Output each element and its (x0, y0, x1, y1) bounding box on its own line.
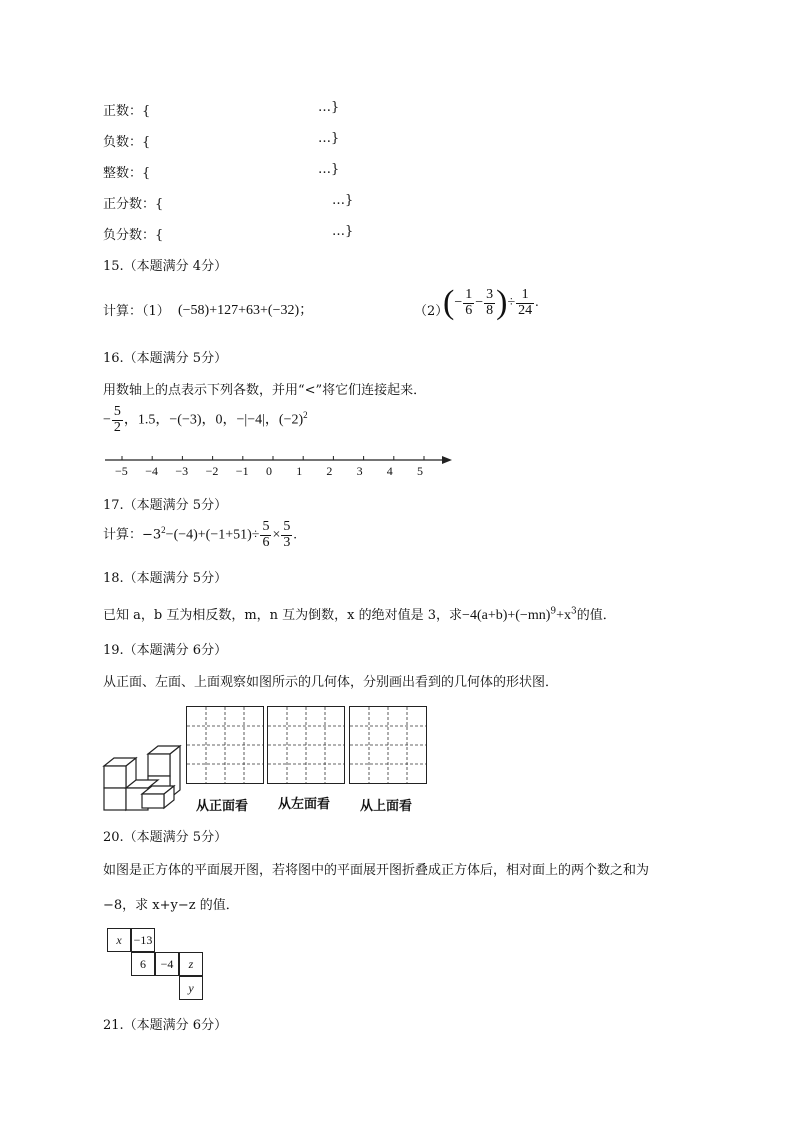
q15-header: 15.（本题满分 4分） (103, 259, 228, 274)
q19-instruction: 从正面、左面、上面观察如图所示的几何体，分别画出看到的几何体的形状图． (103, 675, 559, 690)
integers-label: 整数：{ (103, 166, 151, 181)
net-cell-neg13: −13 (131, 928, 155, 952)
positive-numbers-label: 正数：{ (103, 104, 151, 119)
number-line-arrow (442, 456, 452, 464)
positive-fractions-label: 正分数：{ (103, 197, 164, 212)
q20-header: 20.（本题满分 5分） (103, 830, 228, 845)
q17-expression: 计算：$-3^2-(-4)+(-1+51)\div$ $\frac{5}{6}$ × $\frac{5}{3}$ . (103, 519, 297, 550)
number-line-tick-label: −2 (205, 464, 219, 478)
number-line-tick-label: 0 (266, 464, 272, 478)
q15-part1-label: 计算：（1） (103, 304, 170, 319)
number-line-tick-label: −5 (115, 464, 128, 478)
q15-part1-expression: (−58)+127+63+(−32)； (178, 303, 314, 318)
q16-header: 16.（本题满分 5分） (103, 351, 228, 366)
negative-numbers-label: 负数：{ (103, 135, 151, 150)
q15-part2-expression: (− $\frac{1}{6}$ − $\frac{3}{8}$ )÷ $\frac{1}{24}$ . (443, 284, 539, 321)
left-view-caption: 从左面看 (278, 797, 331, 812)
number-line-tick-label: 5 (417, 464, 423, 478)
number-line-tick-label: −3 (175, 464, 189, 478)
number-line-tick-label: 3 (356, 464, 363, 478)
left-view-grid[interactable] (267, 706, 345, 784)
number-line-tick-label: 4 (386, 464, 393, 478)
number-line-tick-label: 1 (296, 464, 303, 478)
q18-text: 已知 a，b 互为相反数，m，n 互为倒数，x 的绝对值是 3，求$-4(a+b)+(-mn)^9+x^3$的值． (103, 606, 616, 623)
q16-instruction: 用数轴上的点表示下列各数，并用“<”将它们连接起来． (103, 383, 427, 398)
front-view-grid[interactable] (186, 706, 264, 784)
q21-header: 21.（本题满分 6分） (103, 1018, 228, 1033)
integers-close: …} (318, 162, 340, 177)
q16-numbers: − $\frac{5}{2}$ ，1.5，−(−3)，0，−|−4|，$(-2)^2$ (103, 404, 308, 435)
q18-header: 18.（本题满分 5分） (103, 571, 228, 586)
cube-stack-figure (100, 740, 186, 812)
q15-part2-label: （2） (414, 304, 449, 319)
q17-header: 17.（本题满分 5分） (103, 498, 228, 513)
front-view-caption: 从正面看 (196, 799, 249, 814)
number-line-tick-label: −4 (145, 464, 158, 478)
net-cell-6: 6 (131, 952, 155, 976)
top-view-caption: 从上面看 (360, 799, 413, 814)
q20-line2: −8，求 x+y−z 的值． (103, 898, 239, 913)
negative-fractions-label: 负分数：{ (103, 228, 164, 243)
negative-numbers-close: …} (318, 131, 340, 146)
q20-line1: 如图是正方体的平面展开图，若将图中的平面展开图折叠成正方体后，相对面上的两个数之和为 (103, 863, 650, 878)
number-line-tick-label: −1 (235, 464, 249, 478)
top-view-grid[interactable] (349, 706, 427, 784)
net-cell-y: y (179, 976, 203, 1000)
net-cell-x: x (107, 928, 131, 952)
q19-header: 19.（本题满分 6分） (103, 643, 228, 658)
net-cell-neg4: −4 (155, 952, 179, 976)
negative-fractions-close: …} (332, 224, 354, 239)
positive-fractions-close: …} (332, 193, 354, 208)
positive-numbers-close: …} (318, 100, 340, 115)
net-cell-z: z (179, 952, 203, 976)
number-line-tick-label: 2 (326, 464, 333, 478)
